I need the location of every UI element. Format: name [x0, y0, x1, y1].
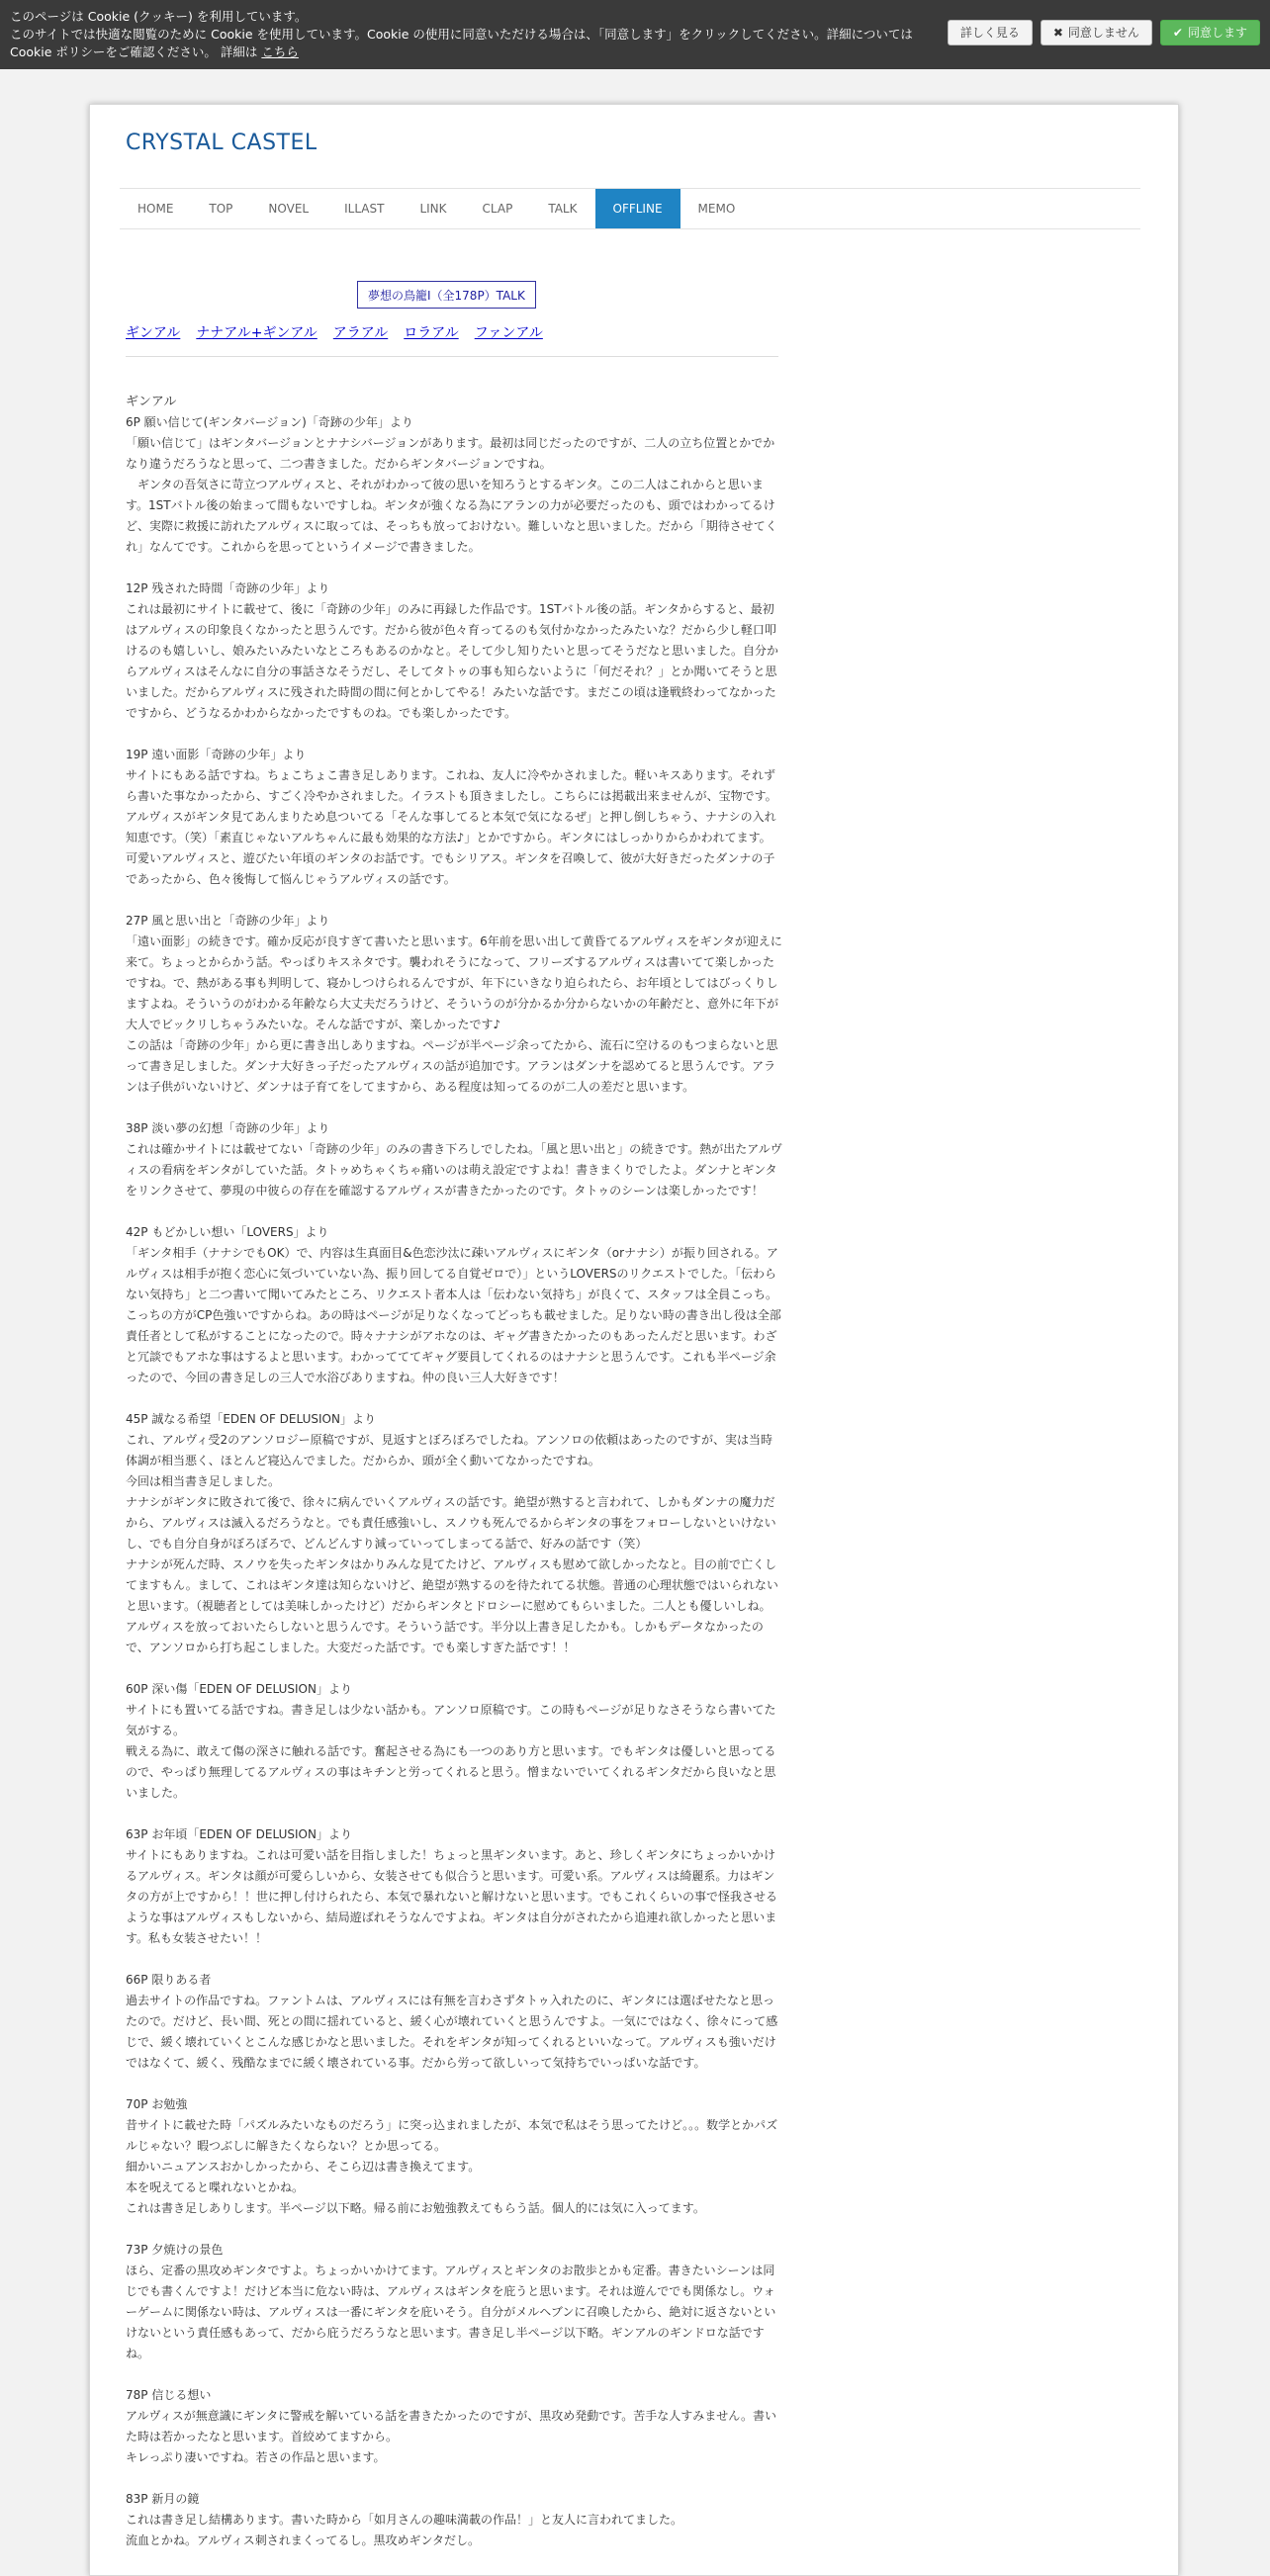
divider: [126, 356, 778, 357]
nav-item-illast[interactable]: ILLAST: [344, 202, 385, 216]
cookie-policy-link[interactable]: こちら: [261, 44, 299, 59]
cookie-message-line2: このサイトでは快適な閲覧のために Cookie を使用しています。Cookie の使用に同意いただける場合は、「同意します」をクリックしてください。詳細については Cookie ポリシーをご確認ください。 詳細は こちら: [10, 27, 913, 59]
entry: [126, 578, 782, 724]
entry-text: 流血とかね。アルヴィス刺されまくってるし。黒攻めギンタだし。: [126, 2533, 480, 2547]
entry-text: 「遠い面影」の続きです。確か反応が良すぎて書いたと思います。6年前を思い出して黄昏てるアルヴィスをギンタが迎えに来て。ちょっとからかう話。やっぱりキスネタです。襲われそうになって、フリーズするアルヴィスは書いてて楽しかったですね。で、熱がある事も判明して、寝かしつけられるんですが、年下にいきなり迫られたら、お年頃としてはびっくりしますよね。そういうのがわかる年齢なら大丈夫だろうけど、そういうのが分かるか分からないかの年齢だと、意外に年下が大人でビックリしちゃうみたいな。そんな話ですが、楽しかったです♪: [126, 934, 782, 1031]
character-link[interactable]: ナナアル+ギンアル: [196, 325, 318, 341]
page-container: [89, 104, 1179, 2576]
entry: [126, 1970, 782, 2074]
section-title: ギンアル: [126, 395, 177, 409]
entry-text: 昔サイトに載せた時「パズルみたいなものだろう」に突っ込まれましたが、本気で私はそう思ってたけど。。。数学とかパズルじゃない？暇つぶしに解きたくならない？とか思ってる。: [126, 2118, 778, 2153]
main-nav: [120, 188, 1140, 229]
close-icon: ✖: [1052, 26, 1063, 40]
character-links: [126, 322, 543, 342]
entry: [126, 1222, 782, 1388]
entry: [126, 412, 782, 558]
entry-heading: 73P 夕焼けの景色: [126, 2243, 224, 2257]
entry-text: これ、アルヴィ受2のアンソロジー原稿ですが、見返すとぼろぼろでしたね。アンソロの依頼はあったのですが、実は当時体調が相当悪く、ほとんど寝込んでました。だからか、頭が全く動いてなかったですね。: [126, 1433, 772, 1467]
nav-item-clap[interactable]: CLAP: [482, 202, 513, 216]
character-link[interactable]: ファンアル: [474, 325, 543, 341]
entry-text: サイトにも置いてる話ですね。書き足しは少ない話かも。アンソロ原稿です。この時もページが足りなさそうなら書いてた気がする。: [126, 1703, 776, 1737]
entry-text: サイトにもある話ですね。ちょこちょこ書き足しあります。これね、友人に冷やかされました。軽いキスあります。それずら書いた事なかったから、すごく冷やかされました。イラストも頂きましたし。こちらには掲載出来ませんが、宝物です。アルヴィスがギンタ見てあんまりため息ついてる「そんな事してると本気で気になるぜ」と押し倒しちゃう、ナナシの入れ知恵です。（笑）「素直じゃないアルちゃんに最も効果的な方法♪」とかですから。ギンタにはしっかりからかわれてます。可愛いアルヴィスと、遊びたい年頃のギンタのお話です。でもシリアス。ギンタを召喚して、彼が大好きだったダンナの子であったから、色々後悔して悩んじゃうアルヴィスの話です。: [126, 768, 777, 886]
entry-heading: 42P もどかしい想い「LOVERS」より: [126, 1225, 329, 1239]
character-link[interactable]: ロラアル: [404, 325, 459, 341]
entry-text: 戦える為に、敢えて傷の深さに触れる話です。奮起させる為にも一つのあり方と思います。でもギンタは優しいと思ってるので、やっぱり無理してるアルヴィスの事はキチンと労ってくれると思う。憎まないでいてくれるギンタだから良いなと思いました。: [126, 1744, 776, 1800]
entry-heading: 66P 限りある者: [126, 1973, 212, 1987]
entry-text: これは確かサイトには載せてない「奇跡の少年」のみの書き下ろしでしたね。「風と思い出と」の続きです。熱が出たアルヴィスの看病をギンタがしていた話。タトゥめちゃくちゃ痛いのは萌え設定ですよね！書きまくりでしたよ。ダンナとギンタをリンクさせて、夢現の中彼らの存在を確認するアルヴィスが書きたかったのです。タトゥのシーンは楽しかったです！: [126, 1142, 782, 1198]
entry-text: ほら、定番の黒攻めギンタですよ。ちょっかいかけてます。アルヴィスとギンタのお散歩とかも定番。書きたいシーンは同じでも書くんですよ！だけど本当に危ない時は、アルヴィスはギンタを庇うと思います。それは遊んででも関係なし。ウォーゲームに関係ない時は、アルヴィスは一番にギンタを庇いそう。自分がメルヘブンに召喚したから、絶対に返さないといけないという責任感もあって、だから庇うだろうなと思います。書き足し半ページ以下略。ギンアルのギンドロな話です ね。: [126, 2264, 776, 2360]
entry-text: 「願い信じて」はギンタバージョンとナナシバージョンがあります。最初は同じだったのですが、二人の立ち位置とかでかなり違うだろうなと思って、二つ書きました。だからギンタバージョンですね。: [126, 436, 775, 471]
entry-heading: 70P お勉強: [126, 2097, 188, 2111]
entry-heading: 45P 誠なる希望「EDEN OF DELUSION」より: [126, 1412, 376, 1426]
entry-heading: 78P 信じる想い: [126, 2388, 212, 2402]
cookie-accept-button[interactable]: ✔ 同意します: [1160, 20, 1260, 45]
entry-text: 過去サイトの作品ですね。ファントムは、アルヴィスには有無を言わさずタトゥ入れたのに、ギンタには選ばせたなと思ったので。だけど、長い間、死との間に揺れていると、緩く心が壊れていくと思うんですよ。一気にではなく、徐々にって感じで、緩く壊れていくとこんな感じかなと思いました。それをギンタが知ってくれるといいなって。アルヴィスも強いだけではなくて、緩く、残酷なまでに緩く壊されている事。だから労って欲しいって気持ちでいっぱいな話です。: [126, 1994, 778, 2070]
entry-text: これは最初にサイトに載せて、後に「奇跡の少年」のみに再録した作品です。1STバトル後の話。ギンタからすると、最初はアルヴィスの印象良くなかったと思うんです。だから彼が色々育ってるのも気付かなかったみたいな？だから少し軽口叩けるのも嬉しいし、娘みたいみたいなところもあるのかなと。そして少し知りたいと思ってそうだなと思いました。自分からアルヴィスはそんなに自分の事話さなそうだし、そしてタトゥの事も知らないように「何だそれ？」とか聞いてそうと思いました。だからアルヴィスに残された時間の間に何とかしてやる！みたいな話です。まだこの頃は逢戦終わってなかったですから、どうなるかわからなかったですものね。でも楽しかったです。: [126, 602, 779, 720]
nav-item-offline[interactable]: OFFLINE: [595, 189, 680, 228]
entry: [126, 2094, 782, 2219]
content-area: [126, 392, 782, 2572]
entry-text: 「ギンタ相手（ナナシでもOK）で、内容は生真面目&色恋沙汰に疎いアルヴィスにギンタ（orナナシ）が振り回される。アルヴィスは相手が抱く恋心に気づいていない為、振り回してる自覚ゼロで）」というLOVERSのリクエストでした。「伝わらない気持ち」と二つ書いて聞いてみたところ、リクエスト者本人は「伝わない気持ち」が良くて、スタッフは全員こっち。こっちの方がCP色強いですからね。あの時はページが足りなくなってどっちも載せました。足りない時の書き出し役は全部責任者として私がすることになったので。時々ナナシがアホなのは、ギャグ書きたかったのもあったんだと思います。わざと冗談でもアホな事はするよと思います。わかってててギャグ要員してくれるのはナナシと思うんです。これも半ページ余ったので、今回の書き足しの三人で水浴びありますね。仲の良い三人大好きです！: [126, 1246, 781, 1384]
entry: [126, 1679, 782, 1804]
entry-text: ナナシがギンタに敗されて後で、徐々に病んでいくアルヴィスの話です。絶望が熟すると言われて、しかもダンナの魔力だから、アルヴィスは滅入るだろうなと。でも責任感強いし、スノウも死んでるからギンタの事をフォローしないといけないし、でも自分自身がぼろぼろで、どんどんすり減っていってしまってる話で、好みの話です（笑）: [126, 1495, 776, 1551]
nav-item-link[interactable]: LINK: [419, 202, 447, 216]
nav-item-talk[interactable]: TALK: [548, 202, 578, 216]
check-icon: ✔: [1172, 26, 1183, 40]
entry-heading: 83P 新月の鏡: [126, 2492, 200, 2506]
entry-text: キレっぷり凄いですね。若さの作品と思います。: [126, 2450, 386, 2464]
entry: [126, 2385, 782, 2468]
entry: [126, 1409, 782, 1658]
cookie-message: [10, 8, 930, 61]
entry-text: これは書き足し結構あります。書いた時から「如月さんの趣味満載の作品！」と友人に言われてました。: [126, 2513, 683, 2527]
entry-heading: 6P 願い信じて(ギンタバージョン)「奇跡の少年」より: [126, 415, 413, 429]
entry-heading: 38P 淡い夢の幻想「奇跡の少年」より: [126, 1121, 330, 1135]
cookie-banner: [0, 0, 1270, 69]
entry: [126, 2240, 782, 2364]
cookie-decline-button[interactable]: ✖ 同意しません: [1041, 20, 1152, 45]
character-link[interactable]: アラアル: [332, 325, 389, 341]
entry-text: これは書き足しありします。半ページ以下略。帰る前にお勉強教えてもらう話。個人的には気に入ってます。: [126, 2201, 705, 2215]
entry: [126, 745, 782, 890]
entry-text: アルヴィスが無意識にギンタに警戒を解いている話を書きたかったのですが、黒攻め発動です。苦手な人すみません。書いた時は若かったなと思います。首絞めてますから。: [126, 2409, 776, 2443]
entry-text: サイトにもありますね。これは可愛い話を目指しました！ちょっと黒ギンタいます。あと、珍しくギンタにちょっかいかけるアルヴィス。ギンタは顔が可愛らしいから、女装させても似合うと思います。可愛い系。アルヴィスは綺麗系。力はギンタの方が上ですから！！世に押し付けられたら、本気で暴れないと解けないと思います。でもこれくらいの事で怪我させるような事はアルヴィスもしないから、結局遊ばれそうなんですよね。ギンタは自分がされたから追連れ欲しかったと思います。私も女装させたい！！: [126, 1848, 778, 1945]
entry-text: ギンタの吾気さに苛立つアルヴィスと、それがわかって彼の思いを知ろうとするギンタ。この二人はこれからと思います。1STバトル後の始まって間もないですしね。ギンタが強くなる為にアランの力が必要だったのも、頭ではわかってるけど、実際に救援に訪れたアルヴィスに取っては、そっちも放っておけない。難しいなと思いました。だから「期待させてくれ」なんてです。これからを思ってというイメージで書きました。: [126, 478, 777, 554]
nav-item-top[interactable]: TOP: [209, 202, 233, 216]
nav-item-novel[interactable]: NOVEL: [268, 202, 310, 216]
cookie-details-button[interactable]: 詳しく見る: [948, 20, 1033, 45]
entry-text: この話は「奇跡の少年」から更に書き出しありますね。ページが半ページ余ってたから、流石に空けるのもつまらないと思って書き足しました。ダンナ大好きっ子だったアルヴィスの話が追加です。アランはダンナを認めてると思うんです。アランは子供がいないけど、ダンナは子育てをしてますから、ある程度は知ってるのが二人の差だと思います。: [126, 1038, 778, 1094]
entry-text: 今回は相当書き足しました。: [126, 1474, 281, 1488]
entry-heading: 12P 残された時間「奇跡の少年」より: [126, 581, 330, 595]
cookie-buttons: [948, 20, 1260, 45]
site-title[interactable]: CRYSTAL CASTEL: [126, 131, 318, 155]
entries-list: [126, 412, 782, 2551]
entry: [126, 2489, 782, 2551]
entry: [126, 1824, 782, 1949]
cookie-message-line1: このページは Cookie (クッキー) を利用しています。: [10, 9, 308, 24]
character-link[interactable]: ギンアル: [126, 325, 181, 341]
nav-item-memo[interactable]: MEMO: [697, 202, 736, 216]
entry-heading: 27P 風と思い出と「奇跡の少年」より: [126, 914, 330, 928]
entry-text: ナナシが死んだ時、スノウを失ったギンタはかりみんな見てたけど、アルヴィスも慰めて欲しかったなと。目の前で亡くしてますもん。まして、これはギンタ達は知らないけど、絶望が熟するのを待たれてる状態。普通の心理状態ではいられないと思います。（視聴者としては美味しかったけど）だからギンタとドロシーに慰めてもらいました。二人とも優しいしね。アルヴィスを放っておいたらしないと思うんです。そういう話です。半分以上書き足したかも。しかもデータなかったので、アンソロから打ち起こしました。大変だった話です。でも楽しすぎた話です！！: [126, 1557, 778, 1654]
entry-heading: 60P 深い傷「EDEN OF DELUSION」より: [126, 1682, 352, 1696]
entry-heading: 63P お年頃「EDEN OF DELUSION」より: [126, 1827, 352, 1841]
entry-text: 細かいニュアンスおかしかったから、そこら辺は書き換えてます。: [126, 2160, 481, 2174]
entry-heading: 19P 遠い面影「奇跡の少年」より: [126, 748, 307, 761]
nav-item-home[interactable]: HOME: [137, 202, 174, 216]
talk-box-label: 夢想の鳥籠Ⅰ（全178P）TALK: [357, 281, 536, 309]
entry-text: 本を呪えてると喋れないとかね。: [126, 2180, 305, 2194]
entry: [126, 1118, 782, 1201]
entry: [126, 911, 782, 1098]
